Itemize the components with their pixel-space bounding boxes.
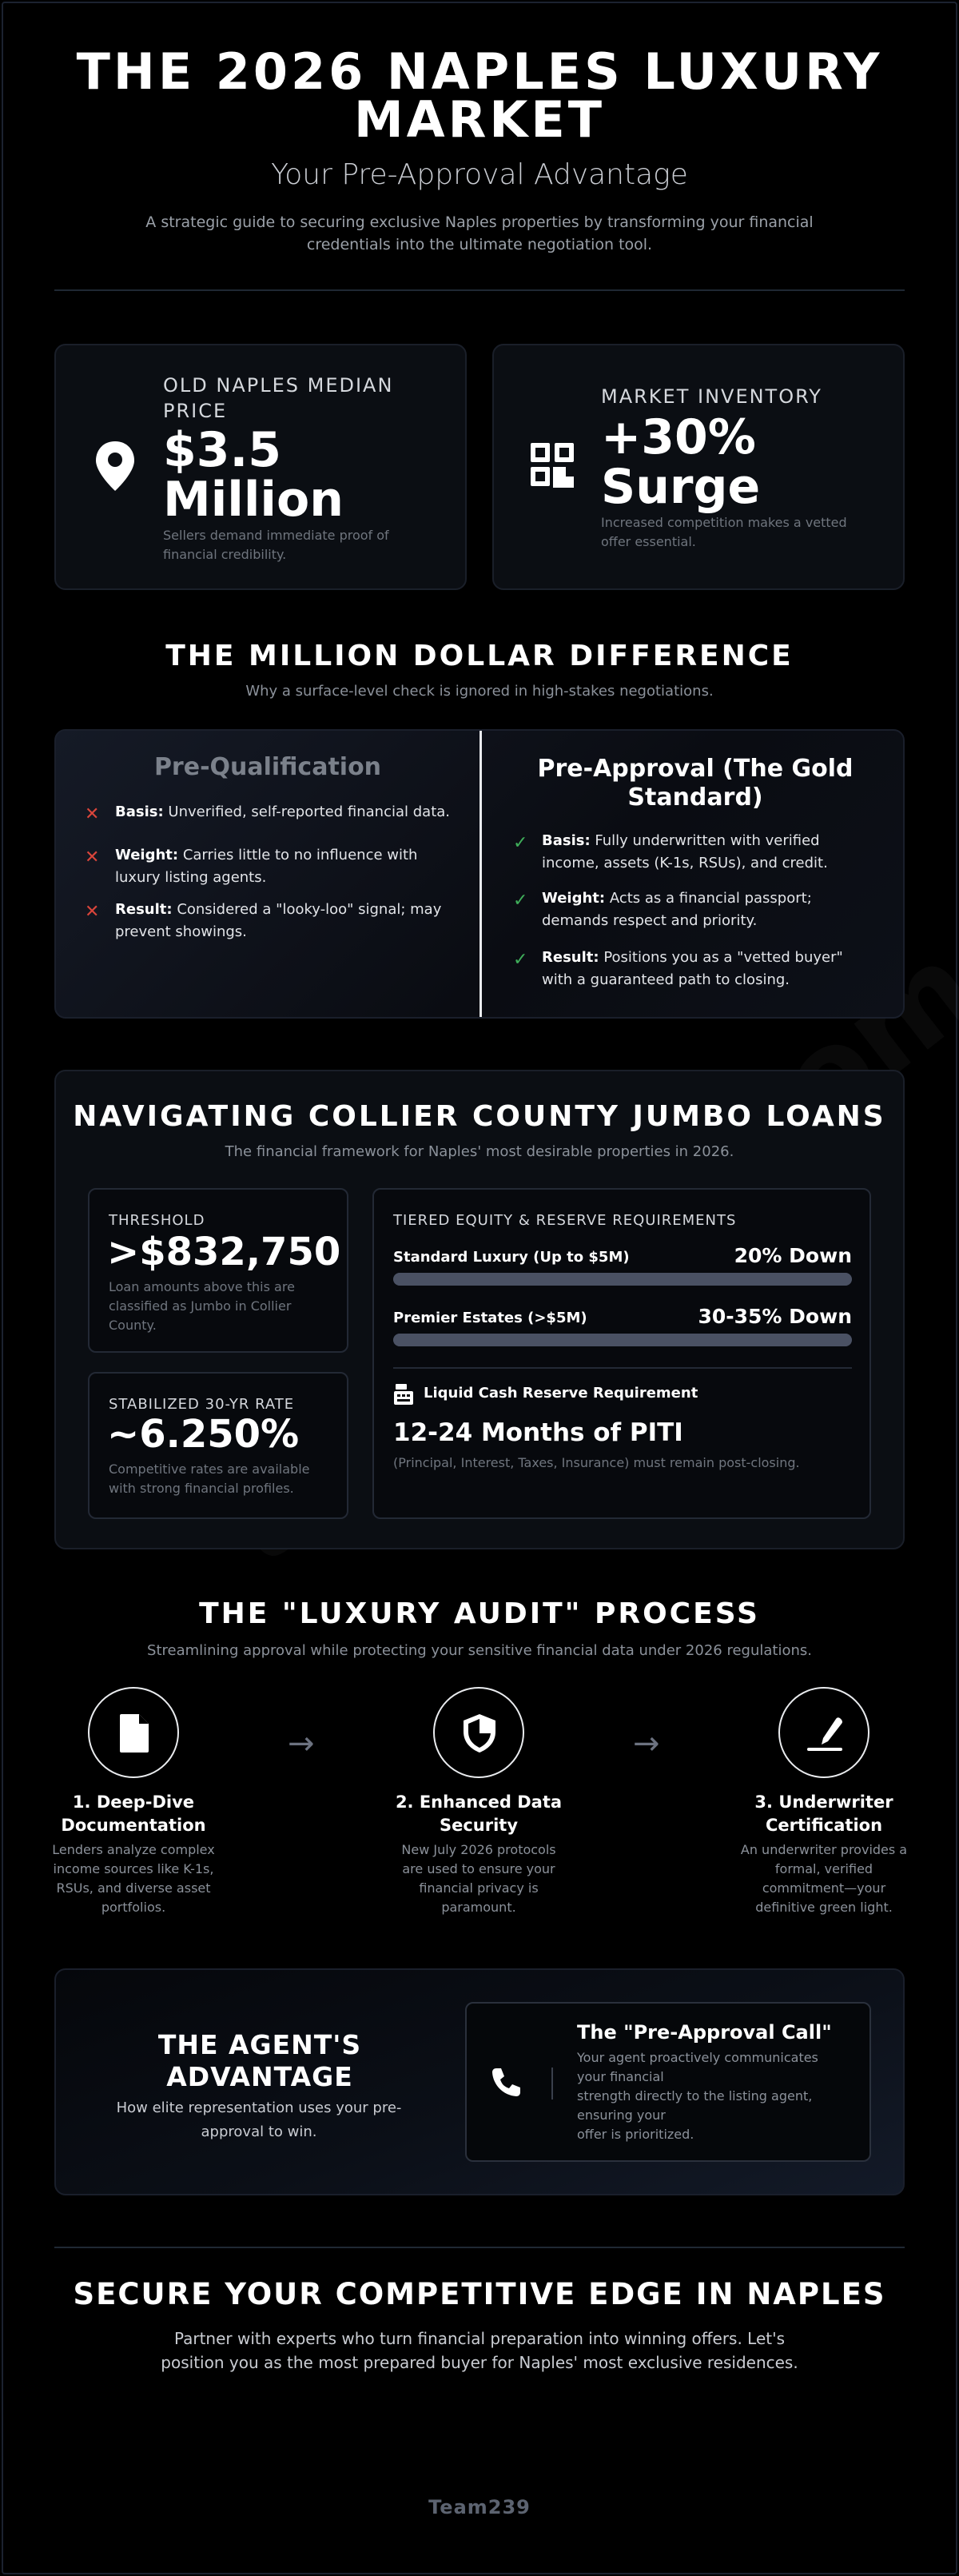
pre-approval-call-box [465, 2002, 871, 2162]
document-icon [118, 1713, 150, 1754]
reserve-label: Liquid Cash Reserve Requirement [424, 1385, 698, 1402]
rate-value: ~6.250% [107, 1412, 300, 1457]
comparison-divider [480, 731, 482, 1017]
tiers-box [372, 1188, 871, 1519]
call-body [577, 2048, 857, 2144]
call-line: offer is prioritized. [577, 2127, 694, 2142]
preapproval-item: Weight: Acts as a financial passport; demands respect and priority. [542, 890, 812, 929]
reserve-value: 12-24 Months of PITI [393, 1418, 683, 1447]
hero-title: THE 2026 NAPLES LUXURY MARKET [76, 42, 883, 149]
call-line: ensuring your [577, 2107, 666, 2123]
cross-icon: ✕ [85, 804, 100, 824]
preapproval-item: Basis: Fully underwritten with verified income, assets (K-1s, RSUs), and credit. [542, 832, 828, 871]
arrow-icon: → [288, 1725, 315, 1762]
section-title-difference: THE MILLION DOLLAR DIFFERENCE [165, 640, 794, 672]
agent-title: THE AGENT'S ADVANTAGE [157, 2029, 362, 2092]
section-subtitle-difference: Why a surface-level check is ignored in high-stakes negotiations. [245, 683, 714, 700]
cash-register-icon [393, 1383, 414, 1406]
comparison-panel [54, 729, 905, 1019]
step-1-title: 1. Deep-Dive Documentation [61, 1792, 206, 1835]
tier-value: 20% Down [734, 1244, 852, 1267]
agent-advantage-panel [54, 1968, 905, 2195]
step-1-desc: Lenders analyze complex income sources like K-1s, RSUs, and diverse asset portfolios. [52, 1842, 215, 1915]
call-line: Your agent proactively communicates [577, 2050, 818, 2065]
tiers-label: TIERED EQUITY & RESERVE REQUIREMENTS [393, 1212, 737, 1229]
stat-note: Increased competition makes a vetted offer essential. [601, 515, 847, 549]
preapproval-item: Result: Positions you as a "vetted buyer" with a guaranteed path to closing. [542, 949, 843, 988]
check-icon: ✓ [513, 833, 528, 853]
threshold-value: >$832,750 [107, 1230, 341, 1274]
call-line: your financial [577, 2069, 664, 2084]
step-3-circle [778, 1687, 869, 1778]
prequal-title: Pre-Qualification [153, 753, 382, 781]
section-title-audit: THE "LUXURY AUDIT" PROCESS [199, 1597, 760, 1630]
stat-label: MARKET INVENTORY [601, 385, 822, 408]
section-title-jumbo: NAVIGATING COLLIER COUNTY JUMBO LOANS [73, 1100, 886, 1133]
rate-note: Competitive rates are available with strong financial profiles. [109, 1461, 310, 1496]
step-3-desc: An underwriter provides a formal, verified commitment—your definitive green light. [740, 1842, 908, 1915]
prequal-item: Basis: Unverified, self-reported financial data. [115, 804, 450, 820]
threshold-box [88, 1188, 348, 1353]
jumbo-loans-panel [54, 1070, 905, 1549]
signature-icon [804, 1714, 846, 1753]
stat-value: +30% Surge [601, 409, 761, 515]
cta-title: SECURE YOUR COMPETITIVE EDGE IN NAPLES [73, 2277, 886, 2311]
section-subtitle-jumbo: The financial framework for Naples' most desirable properties in 2026. [225, 1143, 734, 1160]
arrow-icon: → [633, 1725, 660, 1762]
tier-bar [393, 1273, 852, 1286]
cta-text: Partner with experts who turn financial preparation into winning offers. Let's position you as the most prepared buyer for Naples' most exclusive residences. [161, 2329, 798, 2372]
stat-card-inventory [492, 344, 905, 590]
call-line: strength directly to the listing agent, [577, 2088, 813, 2103]
qr-blocks-icon [529, 440, 577, 496]
threshold-note: Loan amounts above this are classified as Jumbo in Collier County. [109, 1279, 295, 1333]
tier-name: Standard Luxury (Up to $5M) [393, 1249, 630, 1266]
divider [54, 2247, 905, 2248]
stat-note: Sellers demand immediate proof of financial credibility. [163, 528, 389, 562]
cross-icon: ✕ [85, 847, 100, 867]
step-2-title: 2. Enhanced Data Security [395, 1792, 563, 1835]
agent-subtitle: How elite representation uses your pre-approval to win. [116, 2099, 402, 2140]
hero-subtitle: Your Pre-Approval Advantage [271, 158, 688, 191]
hero-description: A strategic guide to securing exclusive Naples properties by transforming your financial credentials into the ultimate negotiation tool. [145, 213, 814, 253]
check-icon: ✓ [513, 950, 528, 970]
rate-box [88, 1372, 348, 1519]
reserve-note: (Principal, Interest, Taxes, Insurance) must remain post-closing. [393, 1455, 800, 1470]
check-icon: ✓ [513, 891, 528, 911]
tiers-divider [393, 1367, 852, 1369]
preapproval-title: Pre-Approval (The Gold Standard) [537, 755, 854, 811]
prequal-item: Result: Considered a "looky-loo" signal; may prevent showings. [115, 901, 442, 940]
call-title: The "Pre-Approval Call" [577, 2021, 832, 2044]
tier-bar-fill [393, 1273, 852, 1286]
stat-value: $3.5 Million [163, 422, 344, 528]
cross-icon: ✕ [85, 902, 100, 922]
step-1-circle [88, 1687, 179, 1778]
step-2-circle [433, 1687, 524, 1778]
tier-bar-fill [393, 1334, 852, 1346]
map-pin-icon [91, 438, 139, 494]
threshold-label: THRESHOLD [109, 1212, 205, 1229]
stat-card-median-price [54, 344, 467, 590]
step-2-desc: New July 2026 protocols are used to ensure your financial privacy is paramount. [401, 1842, 556, 1915]
rate-label: STABILIZED 30-YR RATE [109, 1396, 295, 1413]
tier-name: Premier Estates (>$5M) [393, 1310, 587, 1326]
call-divider [551, 2068, 553, 2099]
prequal-item: Weight: Carries little to no influence with luxury listing agents. [115, 847, 418, 886]
stat-label: OLD NAPLES MEDIAN PRICE [163, 374, 394, 422]
tier-value: 30-35% Down [698, 1305, 852, 1328]
tier-bar [393, 1334, 852, 1346]
section-subtitle-audit: Streamlining approval while protecting your sensitive financial data under 2026 regulations. [147, 1642, 812, 1659]
phone-icon [489, 2066, 523, 2099]
step-3-title: 3. Underwriter Certification [754, 1792, 893, 1835]
brand-name: Team239 [428, 2496, 531, 2518]
divider [54, 289, 905, 291]
shield-icon [461, 1713, 498, 1754]
